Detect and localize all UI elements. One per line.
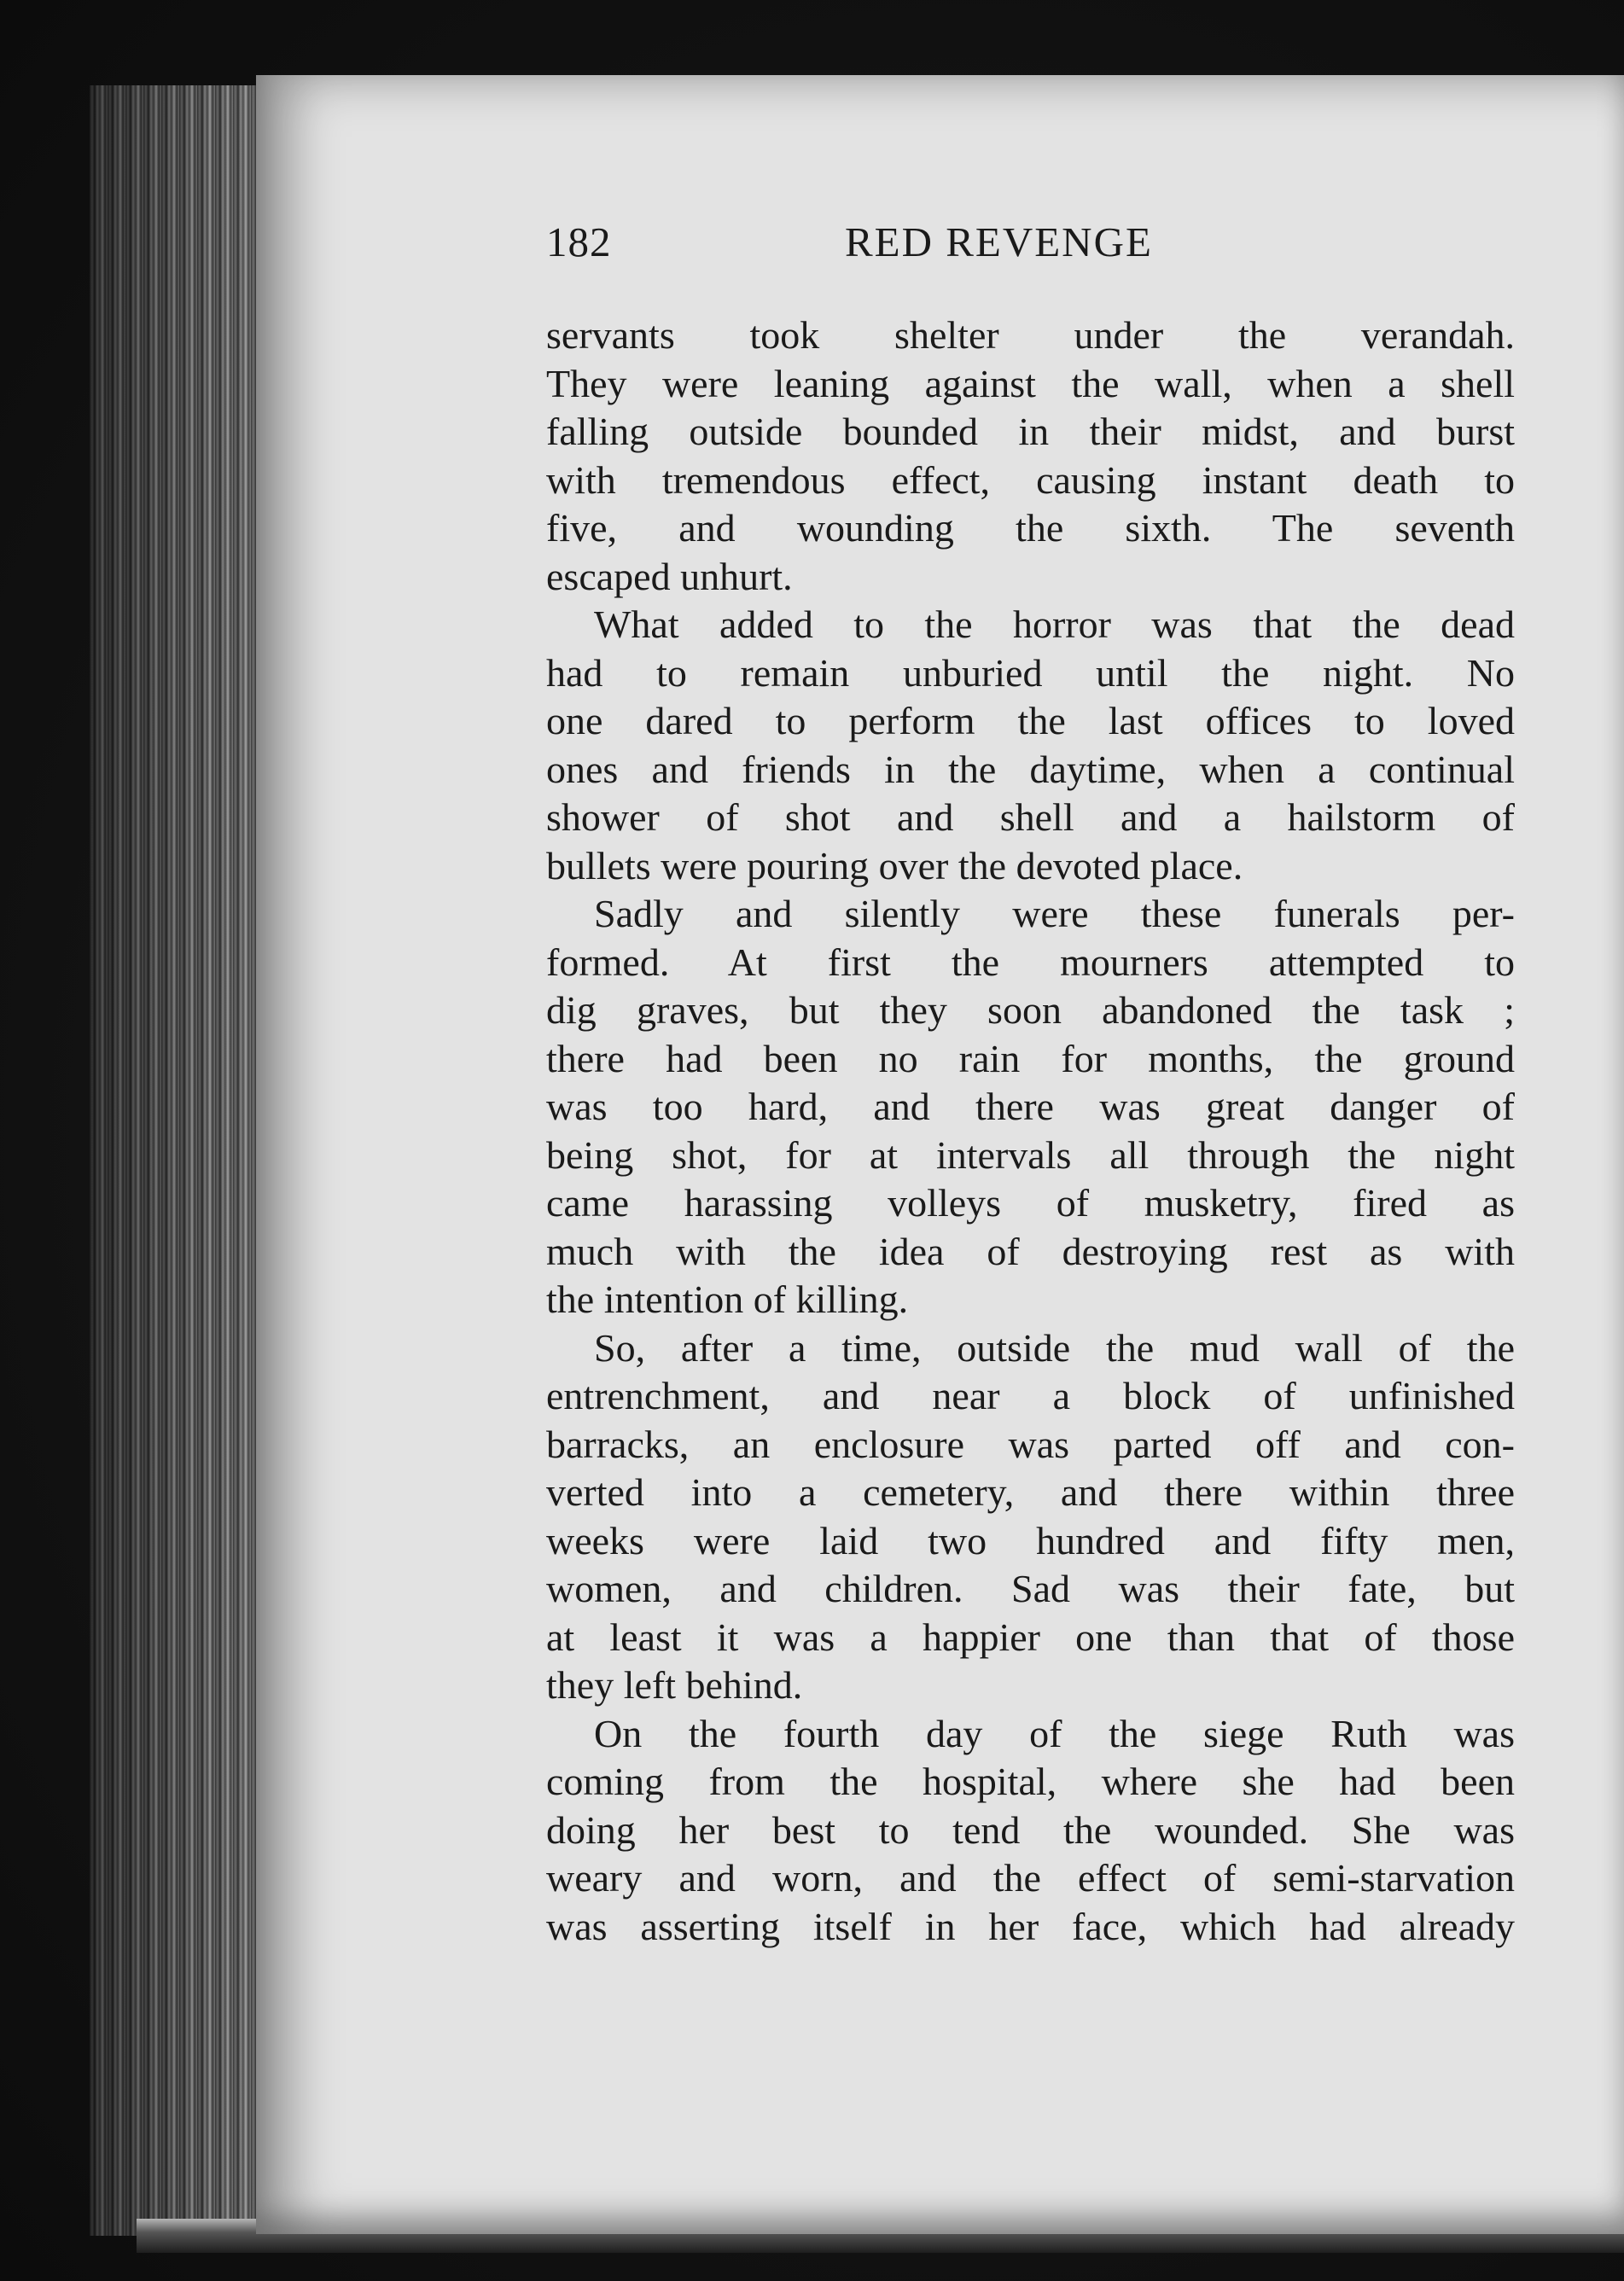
text-line: the intention of killing.	[546, 1277, 909, 1321]
text-line: verted into a cemetery, and there within three	[546, 1470, 1515, 1514]
text-line: they left behind.	[546, 1663, 803, 1707]
text-line: much with the idea of destroying rest as with	[546, 1229, 1515, 1273]
text-line: five, and wounding the sixth. The seventh	[546, 506, 1515, 550]
text-line: entrenchment, and near a block of unfinished	[546, 1374, 1515, 1417]
text-line: escaped unhurt.	[546, 554, 793, 598]
body-text	[546, 311, 1515, 1951]
text-line: They were leaning against the wall, when a shell	[546, 361, 1515, 405]
text-line: weeks were laid two hundred and fifty men,	[546, 1518, 1515, 1562]
text-line: had to remain unburied until the night. No	[546, 650, 1515, 695]
text-line: shower of shot and shell and a hailstorm of	[546, 795, 1515, 839]
text-line: weary and worn, and the effect of semi-starvation	[546, 1856, 1515, 1900]
text-line: On the fourth day of the siege Ruth was	[594, 1711, 1515, 1755]
text-line: one dared to perform the last offices to loved	[546, 699, 1515, 742]
text-line: ones and friends in the daytime, when a continual	[546, 747, 1515, 791]
text-line: falling outside bounded in their midst, and burst	[546, 410, 1515, 453]
page-number: 182	[546, 218, 612, 265]
text-line: being shot, for at intervals all through the night	[546, 1132, 1515, 1177]
text-line: servants took shelter under the verandah.	[546, 313, 1515, 357]
text-line: bullets were pouring over the devoted place.	[546, 843, 1243, 887]
running-title: RED REVENGE	[845, 218, 1153, 265]
text-line: formed. At first the mourners attempted to	[546, 940, 1515, 984]
text-line: coming from the hospital, where she had been	[546, 1760, 1515, 1803]
running-head	[546, 218, 1220, 277]
text-line: barracks, an enclosure was parted off and con-	[546, 1422, 1515, 1466]
text-line: at least it was a happier one than that of those	[546, 1615, 1515, 1659]
text-line: there had been no rain for months, the ground	[546, 1036, 1515, 1080]
text-line: doing her best to tend the wounded. She was	[546, 1807, 1515, 1852]
text-line: with tremendous effect, causing instant death to	[546, 457, 1515, 502]
text-line: women, and children. Sad was their fate, but	[546, 1567, 1515, 1610]
text-line: came harassing volleys of musketry, fired as	[546, 1181, 1515, 1225]
text-line: Sadly and silently were these funerals per-	[594, 892, 1515, 935]
text-line: dig graves, but they soon abandoned the task ;	[546, 988, 1515, 1032]
text-line: What added to the horror was that the dead	[594, 602, 1515, 646]
text-line: was asserting itself in her face, which had already	[546, 1904, 1515, 1948]
text-line: was too hard, and there was great danger of	[546, 1085, 1515, 1128]
text-line: So, after a time, outside the mud wall of the	[594, 1325, 1515, 1370]
